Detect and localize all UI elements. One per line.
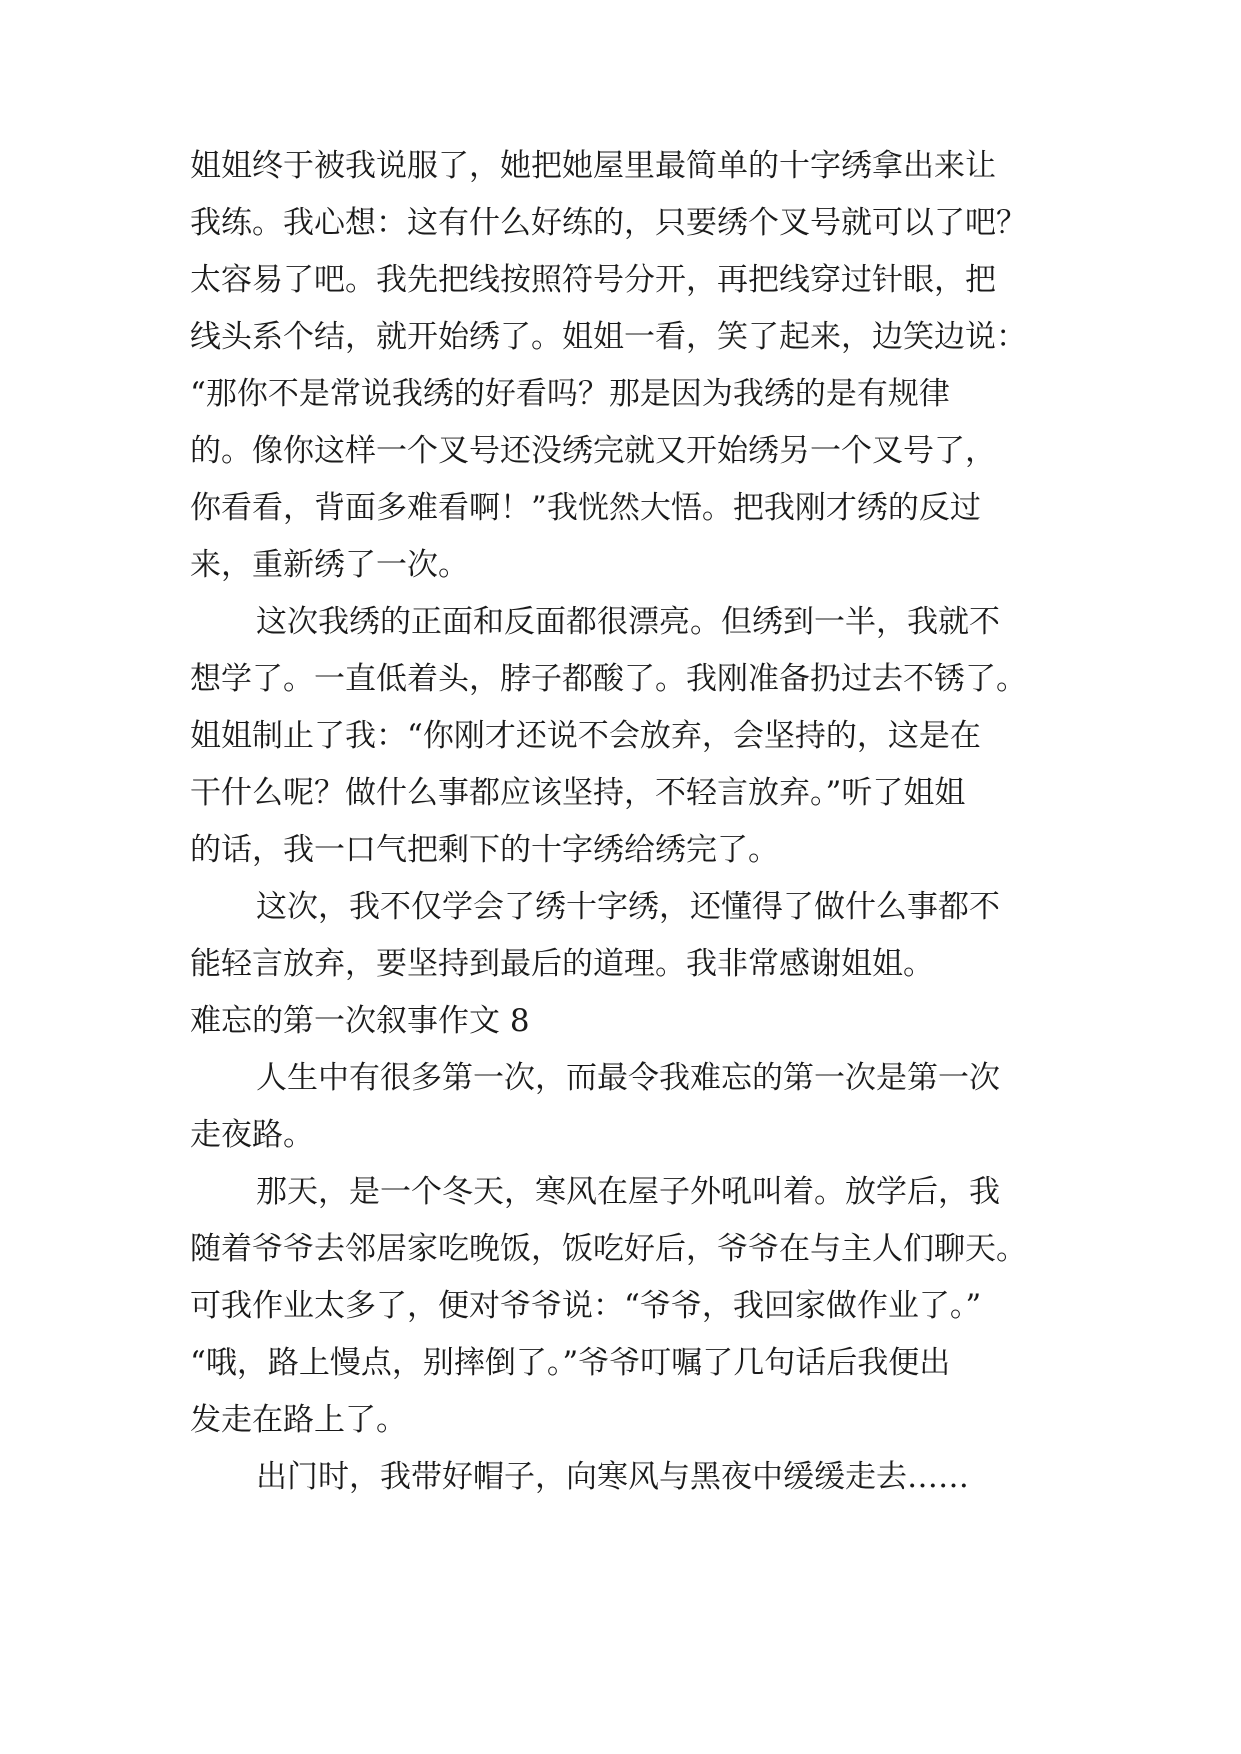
text-line: 来，重新绣了一次。 — [190, 547, 469, 583]
text-line: 的话，我一口气把剩下的十字绣给绣完了。 — [190, 832, 779, 868]
text-line: 我练。我心想：这有什么好练的，只要绣个叉号就可以了吧？ — [190, 205, 1027, 241]
text-line: 发走在路上了。 — [190, 1402, 407, 1438]
text-line: 的。像你这样一个叉号还没绣完就又开始绣另一个叉号了， — [190, 433, 996, 469]
text-line: 这次，我不仅学会了绣十字绣，还懂得了做什么事都不 — [256, 889, 1000, 925]
section-heading: 难忘的第一次叙事作文 8 — [190, 1003, 530, 1039]
text-line: “那你不是常说我绣的好看吗？那是因为我绣的是有规律 — [190, 376, 950, 412]
text-line: 太容易了吧。我先把线按照符号分开，再把线穿过针眼，把 — [190, 262, 996, 298]
text-line: 能轻言放弃，要坚持到最后的道理。我非常感谢姐姐。 — [190, 946, 934, 982]
text-line: 线头系个结，就开始绣了。姐姐一看，笑了起来，边笑边说： — [190, 319, 1027, 355]
text-line: 随着爷爷去邻居家吃晚饭，饭吃好后，爷爷在与主人们聊天。 — [190, 1231, 1027, 1267]
text-line: 那天，是一个冬天，寒风在屋子外吼叫着。放学后，我 — [256, 1174, 1000, 1210]
text-line: 姐姐终于被我说服了，她把她屋里最简单的十字绣拿出来让 — [190, 148, 996, 184]
text-line: 你看看，背面多难看啊！”我恍然大悟。把我刚才绣的反过 — [190, 490, 981, 526]
text-line: 这次我绣的正面和反面都很漂亮。但绣到一半，我就不 — [256, 604, 1000, 640]
text-line: “哦，路上慢点，别摔倒了。”爷爷叮嘱了几句话后我便出 — [190, 1345, 951, 1381]
text-line: 可我作业太多了，便对爷爷说：“爷爷，我回家做作业了。” — [190, 1288, 982, 1324]
text-line: 干什么呢？做什么事都应该坚持，不轻言放弃。”听了姐姐 — [190, 775, 966, 811]
text-line: 姐姐制止了我：“你刚才还说不会放弃，会坚持的，这是在 — [190, 718, 981, 754]
text-line: 人生中有很多第一次，而最令我难忘的第一次是第一次 — [256, 1060, 1000, 1096]
text-line: 想学了。一直低着头，脖子都酸了。我刚准备扔过去不锈了。 — [190, 661, 1027, 697]
text-line: 出门时，我带好帽子，向寒风与黑夜中缓缓走去…… — [256, 1459, 969, 1495]
text-line: 走夜路。 — [190, 1117, 314, 1153]
